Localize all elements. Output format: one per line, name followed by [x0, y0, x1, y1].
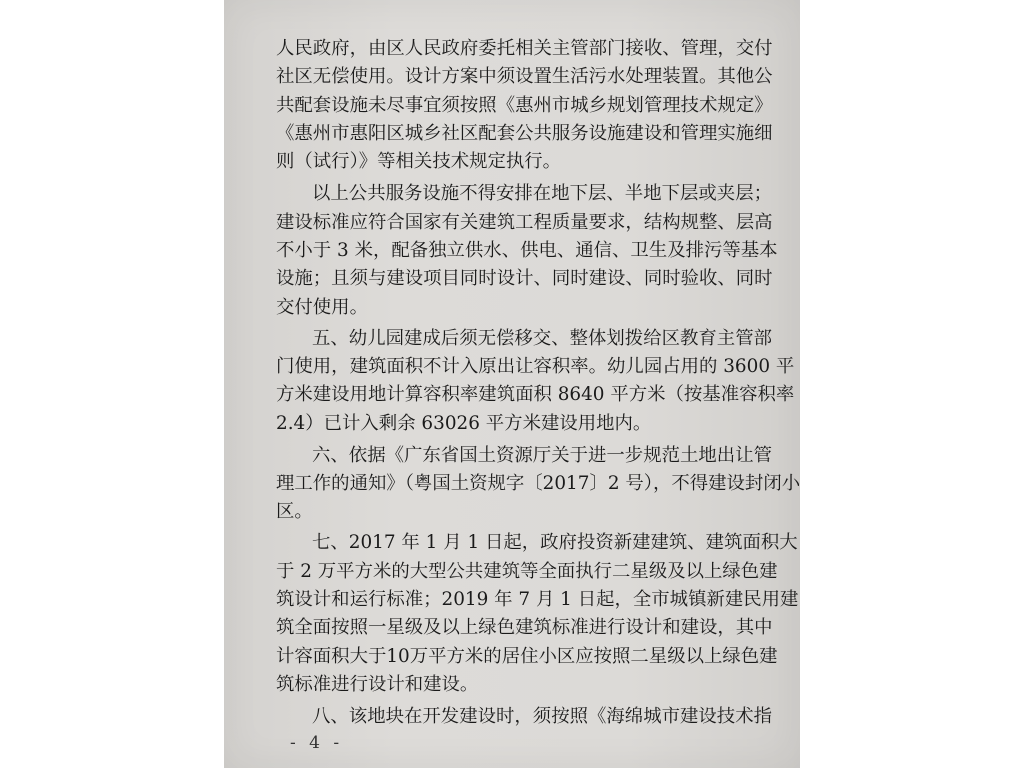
text-line: 以上公共服务设施不得安排在地下层、半地下层或夹层；: [312, 183, 772, 204]
text-line: 八、该地块在开发建设时，须按照《海绵城市建设技术指: [312, 706, 772, 727]
text-line: 区。: [276, 501, 313, 522]
page-number: - 4 -: [290, 733, 344, 753]
text-line: 筑全面按照一星级及以上绿色建筑标准进行设计和建设，其中: [276, 617, 773, 638]
text-line: 2.4）已计入剩余 63026 平方米建设用地内。: [276, 413, 652, 434]
document-page: [224, 0, 800, 768]
text-line: 不小于 3 米，配备独立供水、供电、通信、卫生及排污等基本: [276, 240, 778, 261]
text-line: 方米建设用地计算容积率建筑面积 8640 平方米（按基准容积率: [276, 384, 795, 405]
text-line: 于 2 万平方米的大型公共建筑等全面执行二星级及以上绿色建: [276, 561, 778, 582]
text-line: 社区无偿使用。设计方案中须设置生活污水处理装置。其他公: [276, 66, 773, 87]
text-line: 计容面积大于10万平方米的居住小区应按照二星级以上绿色建: [276, 646, 778, 667]
text-line: 《惠州市惠阳区城乡社区配套公共服务设施建设和管理实施细: [276, 123, 773, 144]
text-line: 五、幼儿园建成后须无偿移交、整体划拨给区教育主管部: [312, 328, 772, 349]
text-line: 门使用，建筑面积不计入原出让容积率。幼儿园占用的 3600 平: [276, 356, 795, 377]
text-line: 理工作的通知》（粤国土资规字〔2017〕2 号），不得建设封闭小: [276, 473, 800, 494]
text-line: 则（试行）》等相关技术规定执行。: [276, 151, 562, 172]
text-line: 七、2017 年 1 月 1 日起，政府投资新建建筑、建筑面积大: [312, 532, 798, 553]
text-line: 交付使用。: [276, 297, 368, 318]
text-line: 人民政府，由区人民政府委托相关主管部门接收、管理，交付: [276, 38, 773, 59]
text-line: 六、依据《广东省国土资源厅关于进一步规范土地出让管: [312, 445, 772, 466]
text-line: 设施；且须与建设项目同时设计、同时建设、同时验收、同时: [276, 268, 773, 289]
text-line: 筑标准进行设计和建设。: [276, 674, 479, 695]
text-line: 筑设计和运行标准；2019 年 7 月 1 日起，全市城镇新建民用建: [276, 589, 799, 610]
text-line: 建设标准应符合国家有关建筑工程质量要求，结构规整、层高: [276, 212, 773, 233]
text-line: 共配套设施未尽事宜须按照《惠州市城乡规划管理技术规定》: [276, 95, 773, 116]
